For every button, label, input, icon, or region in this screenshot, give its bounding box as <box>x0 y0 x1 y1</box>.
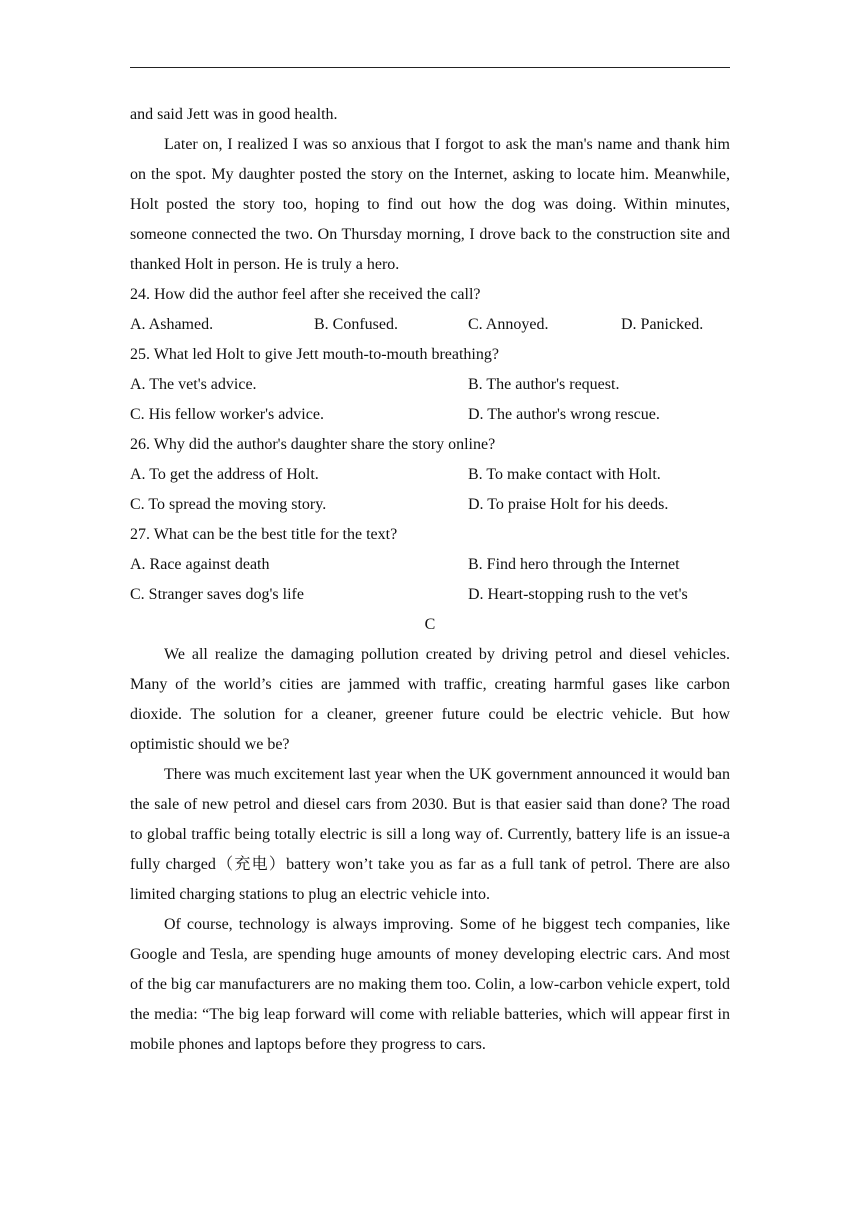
option-26-b: B. To make contact with Holt. <box>468 466 661 483</box>
question-26-options-row1 <box>130 460 730 490</box>
question-27-options-row1 <box>130 550 730 580</box>
option-27-c: C. Stranger saves dog's life <box>130 586 304 603</box>
question-25-options-row1 <box>130 370 730 400</box>
question-25-options-row2 <box>130 400 730 430</box>
option-24-c: C. Annoyed. <box>468 316 549 333</box>
option-25-d: D. The author's wrong rescue. <box>468 406 660 423</box>
question-26-options-row2 <box>130 490 730 520</box>
question-27-options-row2 <box>130 580 730 610</box>
section-c-paragraph-3: Of course, technology is always improving. Some of he biggest tech companies, like Google and Tesla, are spending huge amounts of money developing electric cars. And most of the big car manufacturers are no making them too. Colin, a low-carbon vehicle expert, told the media: “The big leap forward will come with reliable batteries, which will appear first in mobile phones and laptops before they progress to cars. <box>130 916 730 1053</box>
option-27-a: A. Race against death <box>130 556 270 573</box>
section-c-paragraph-2: There was much excitement last year when the UK government announced it would ban the sale of new petrol and diesel cars from 2030. But is that easier said than done? The road to global traffic being totally electric is sill a long way of. Currently, battery life is an issue-a fully charged（充电）battery won’t take you as far as a full tank of petrol. There are also limited charging stations to plug an electric vehicle into. <box>130 766 730 903</box>
question-27-stem: 27. What can be the best title for the text? <box>130 526 398 543</box>
option-26-a: A. To get the address of Holt. <box>130 466 319 483</box>
carryover-line: and said Jett was in good health. <box>130 106 338 123</box>
option-24-b: B. Confused. <box>314 316 398 333</box>
question-24-stem: 24. How did the author feel after she received the call? <box>130 286 481 303</box>
page-content <box>130 100 730 1060</box>
question-26-stem: 26. Why did the author's daughter share the story online? <box>130 436 496 453</box>
option-25-a: A. The vet's advice. <box>130 376 257 393</box>
option-24-a: A. Ashamed. <box>130 316 214 333</box>
paragraph-later: Later on, I realized I was so anxious that I forgot to ask the man's name and thank him on the spot. My daughter posted the story on the Internet, asking to locate him. Meanwhile, Holt posted the story too, hoping to find out how the dog was doing. Within minutes, someone connected the two. On Thursday morning, I drove back to the construction site and thanked Holt in person. He is truly a hero. <box>130 136 730 273</box>
header-rule <box>130 67 730 68</box>
option-27-b: B. Find hero through the Internet <box>468 556 680 573</box>
option-27-d: D. Heart-stopping rush to the vet's <box>468 586 688 603</box>
question-25-stem: 25. What led Holt to give Jett mouth-to-mouth breathing? <box>130 346 499 363</box>
option-26-d: D. To praise Holt for his deeds. <box>468 496 669 513</box>
section-c-paragraph-1: We all realize the damaging pollution created by driving petrol and diesel vehicles. Many of the world’s cities are jammed with traffic, creating harmful gases like carbon dioxide. The solution for a cleaner, greener future could be electric vehicle. But how optimistic should we be? <box>130 646 730 753</box>
question-24-options <box>130 310 730 340</box>
option-24-d: D. Panicked. <box>621 316 704 333</box>
option-26-c: C. To spread the moving story. <box>130 496 327 513</box>
section-heading-c: C <box>424 616 436 633</box>
option-25-c: C. His fellow worker's advice. <box>130 406 324 423</box>
option-25-b: B. The author's request. <box>468 376 620 393</box>
